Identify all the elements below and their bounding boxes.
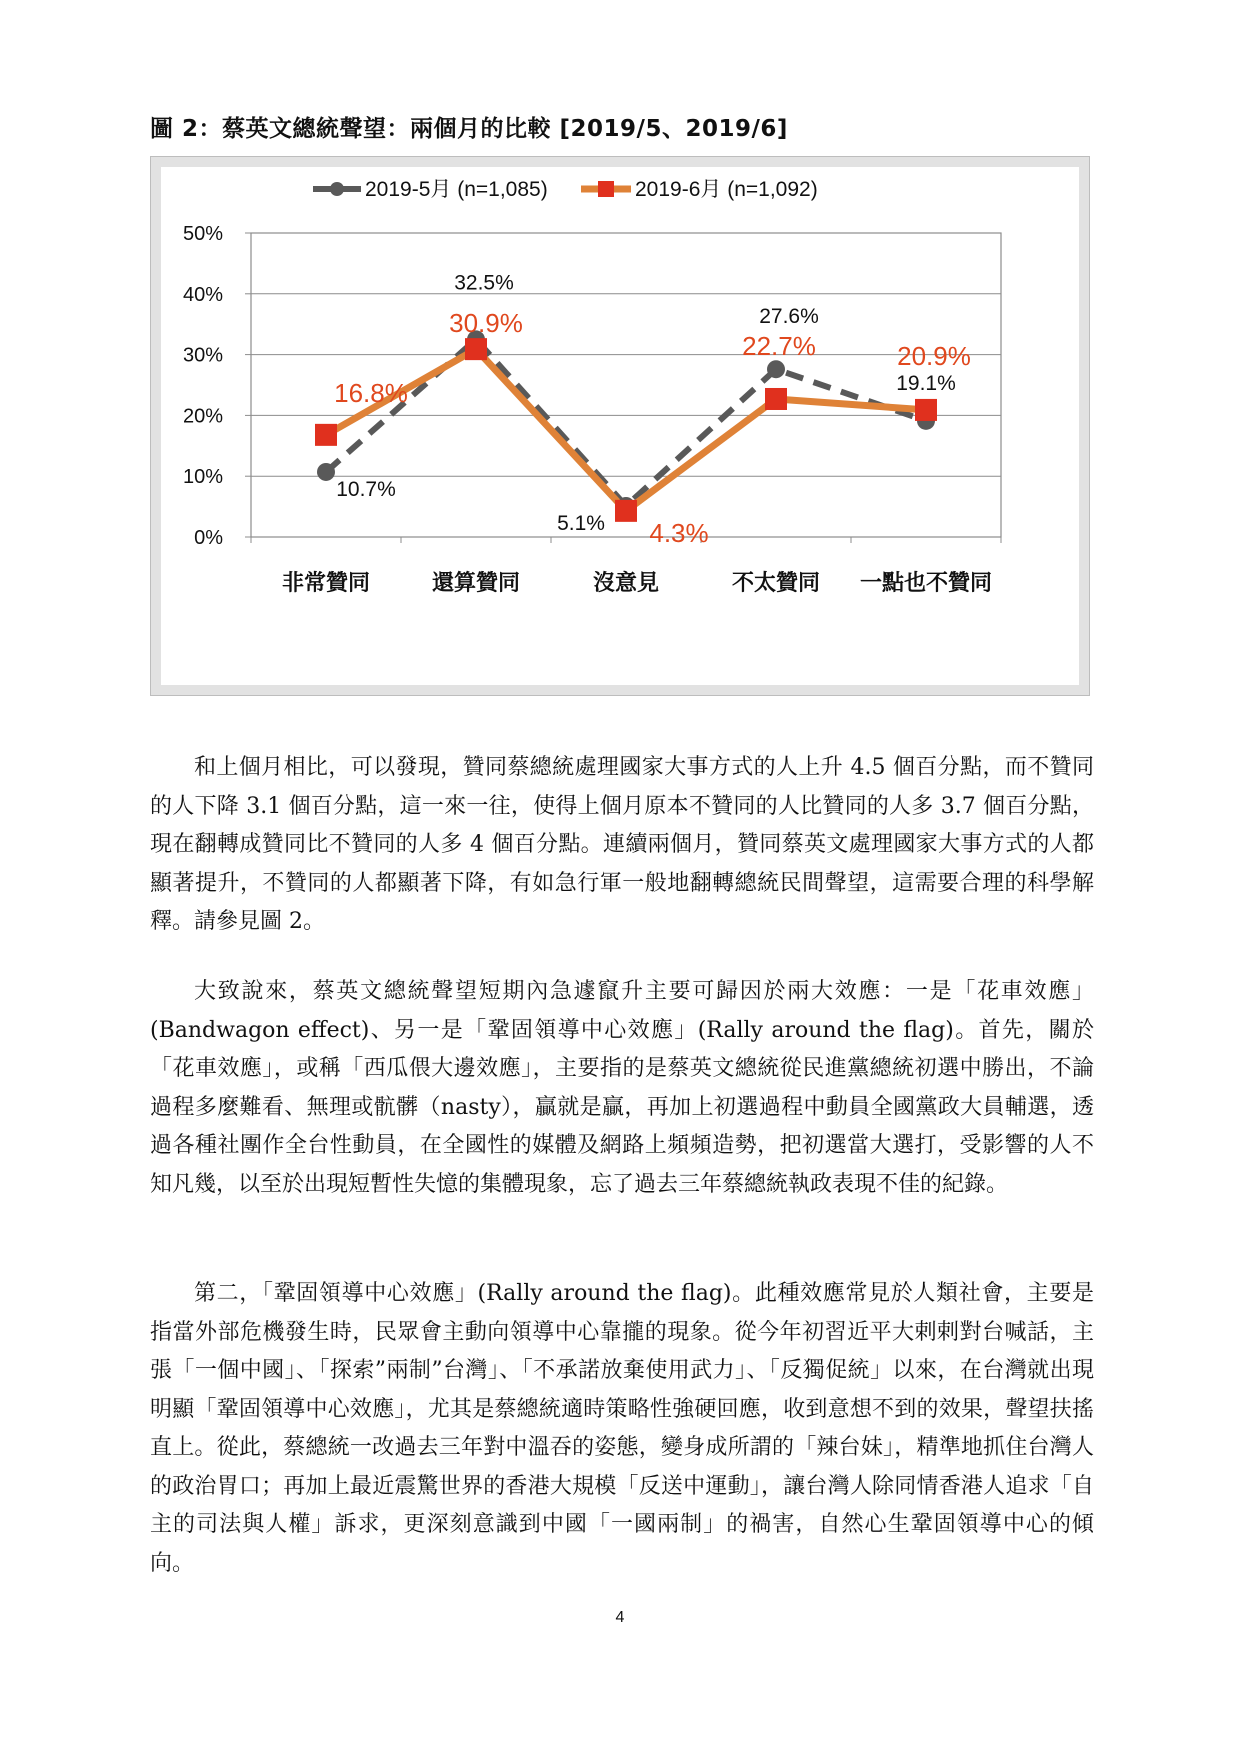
y-tick-label: 50% xyxy=(182,223,223,245)
series-june-data-label: 22.7% xyxy=(742,330,816,361)
series-june-line xyxy=(326,349,926,511)
series-may-point xyxy=(767,360,785,378)
y-tick-label: 40% xyxy=(182,283,223,306)
series-may-data-label: 32.5% xyxy=(454,271,514,295)
body-paragraph-2: 大致說來，蔡英文總統聲望短期內急遽竄升主要可歸因於兩大效應：一是「花車效應」(Bandwagon effect)、另一是「鞏固領導中心效應」(Rally around the flag)。首先，關於「花車效應」，或稱「西瓜偎大邊效應」，主要指的是蔡英文總統從民進黨總統初選中勝出，不論過程多麼難看、無理或骯髒（nasty），贏就是贏，再加上初選過程中動員全國黨政大員輔選，透過各種社團作全台性動員，在全國性的媒體及網路上頻頻造勢，把初選當大選打，受影響的人不知凡幾，以至於出現短暫性失憶的集體現象，忘了過去三年蔡總統執政表現不佳的紀錄。 xyxy=(150,979,1094,1197)
x-category-label: 不太贊同 xyxy=(731,570,821,595)
chart-area xyxy=(161,167,1079,685)
y-tick-label: 20% xyxy=(182,405,223,428)
series-june-point xyxy=(765,388,787,410)
x-category-label: 沒意見 xyxy=(592,570,660,595)
series-may-data-label: 19.1% xyxy=(896,371,956,395)
series-may-line xyxy=(326,339,926,506)
series-june-point xyxy=(465,338,487,360)
legend-june-label: 2019-6月 (n=1,092) xyxy=(635,178,818,201)
figure-caption: 圖 2：蔡英文總統聲望：兩個月的比較 [2019/5、2019/6] xyxy=(150,116,788,142)
legend-may-label: 2019-5月 (n=1,085) xyxy=(365,178,548,201)
series-june-data-label: 20.9% xyxy=(897,340,971,371)
series-may-data-label: 10.7% xyxy=(336,477,396,501)
y-tick-label: 0% xyxy=(194,527,223,549)
page-number: 4 xyxy=(615,1609,625,1626)
body-paragraph-3: 第二，「鞏固領導中心效應」(Rally around the flag)。此種效應常見於人類社會，主要是指當外部危機發生時，民眾會主動向領導中心靠攏的現象。從今年初習近平大剌剌對台喊話，主張「一個中國」、「探索”兩制”台灣」、「不承諾放棄使用武力」、「反獨促統」以來，在台灣就出現明顯「鞏固領導中心效應」，尤其是蔡總統適時策略性強硬回應，收到意想不到的效果，聲望扶搖直上。從此，蔡總統一改過去三年對中溫吞的姿態，變身成所謂的「辣台妹」，精準地抓住台灣人的政治胃口；再加上最近震驚世界的香港大規模「反送中運動」，讓台灣人除同情香港人追求「自主的司法與人權」訴求，更深刻意識到中國「一國兩制」的禍害，自然心生鞏固領導中心的傾向。 xyxy=(150,1281,1094,1576)
series-june-data-label: 30.9% xyxy=(449,308,523,339)
x-category-label: 一點也不贊同 xyxy=(859,570,993,595)
legend-may-swatch-marker xyxy=(330,182,344,196)
line-chart xyxy=(161,167,1081,687)
series-june-data-label: 16.8% xyxy=(334,377,408,408)
series-may-data-label: 27.6% xyxy=(759,305,819,329)
series-june-point xyxy=(915,399,937,421)
legend-june-swatch-marker xyxy=(598,181,614,197)
x-category-label: 還算贊同 xyxy=(431,570,521,595)
chart-frame xyxy=(150,156,1090,696)
body-paragraph-1: 和上個月相比，可以發現，贊同蔡總統處理國家大事方式的人上升 4.5 個百分點，而不贊同的人下降 3.1 個百分點，這一來一往，使得上個月原本不贊同的人比贊同的人多 3.7 個百分點，現在翻轉成贊同比不贊同的人多 4 個百分點。連續兩個月，贊同蔡英文處理國家大事方式的人都顯著提升，不贊同的人都顯著下降，有如急行軍一般地翻轉總統民間聲望，這需要合理的科學解釋。請參見圖 2。 xyxy=(150,755,1094,934)
series-may-point xyxy=(317,463,335,481)
y-tick-label: 10% xyxy=(182,466,223,489)
y-tick-label: 30% xyxy=(182,344,223,367)
series-june-point xyxy=(615,500,637,522)
series-may-data-label: 5.1% xyxy=(557,511,605,535)
series-june-point xyxy=(315,424,337,446)
x-category-label: 非常贊同 xyxy=(281,570,371,595)
series-june-data-label: 4.3% xyxy=(649,517,709,548)
